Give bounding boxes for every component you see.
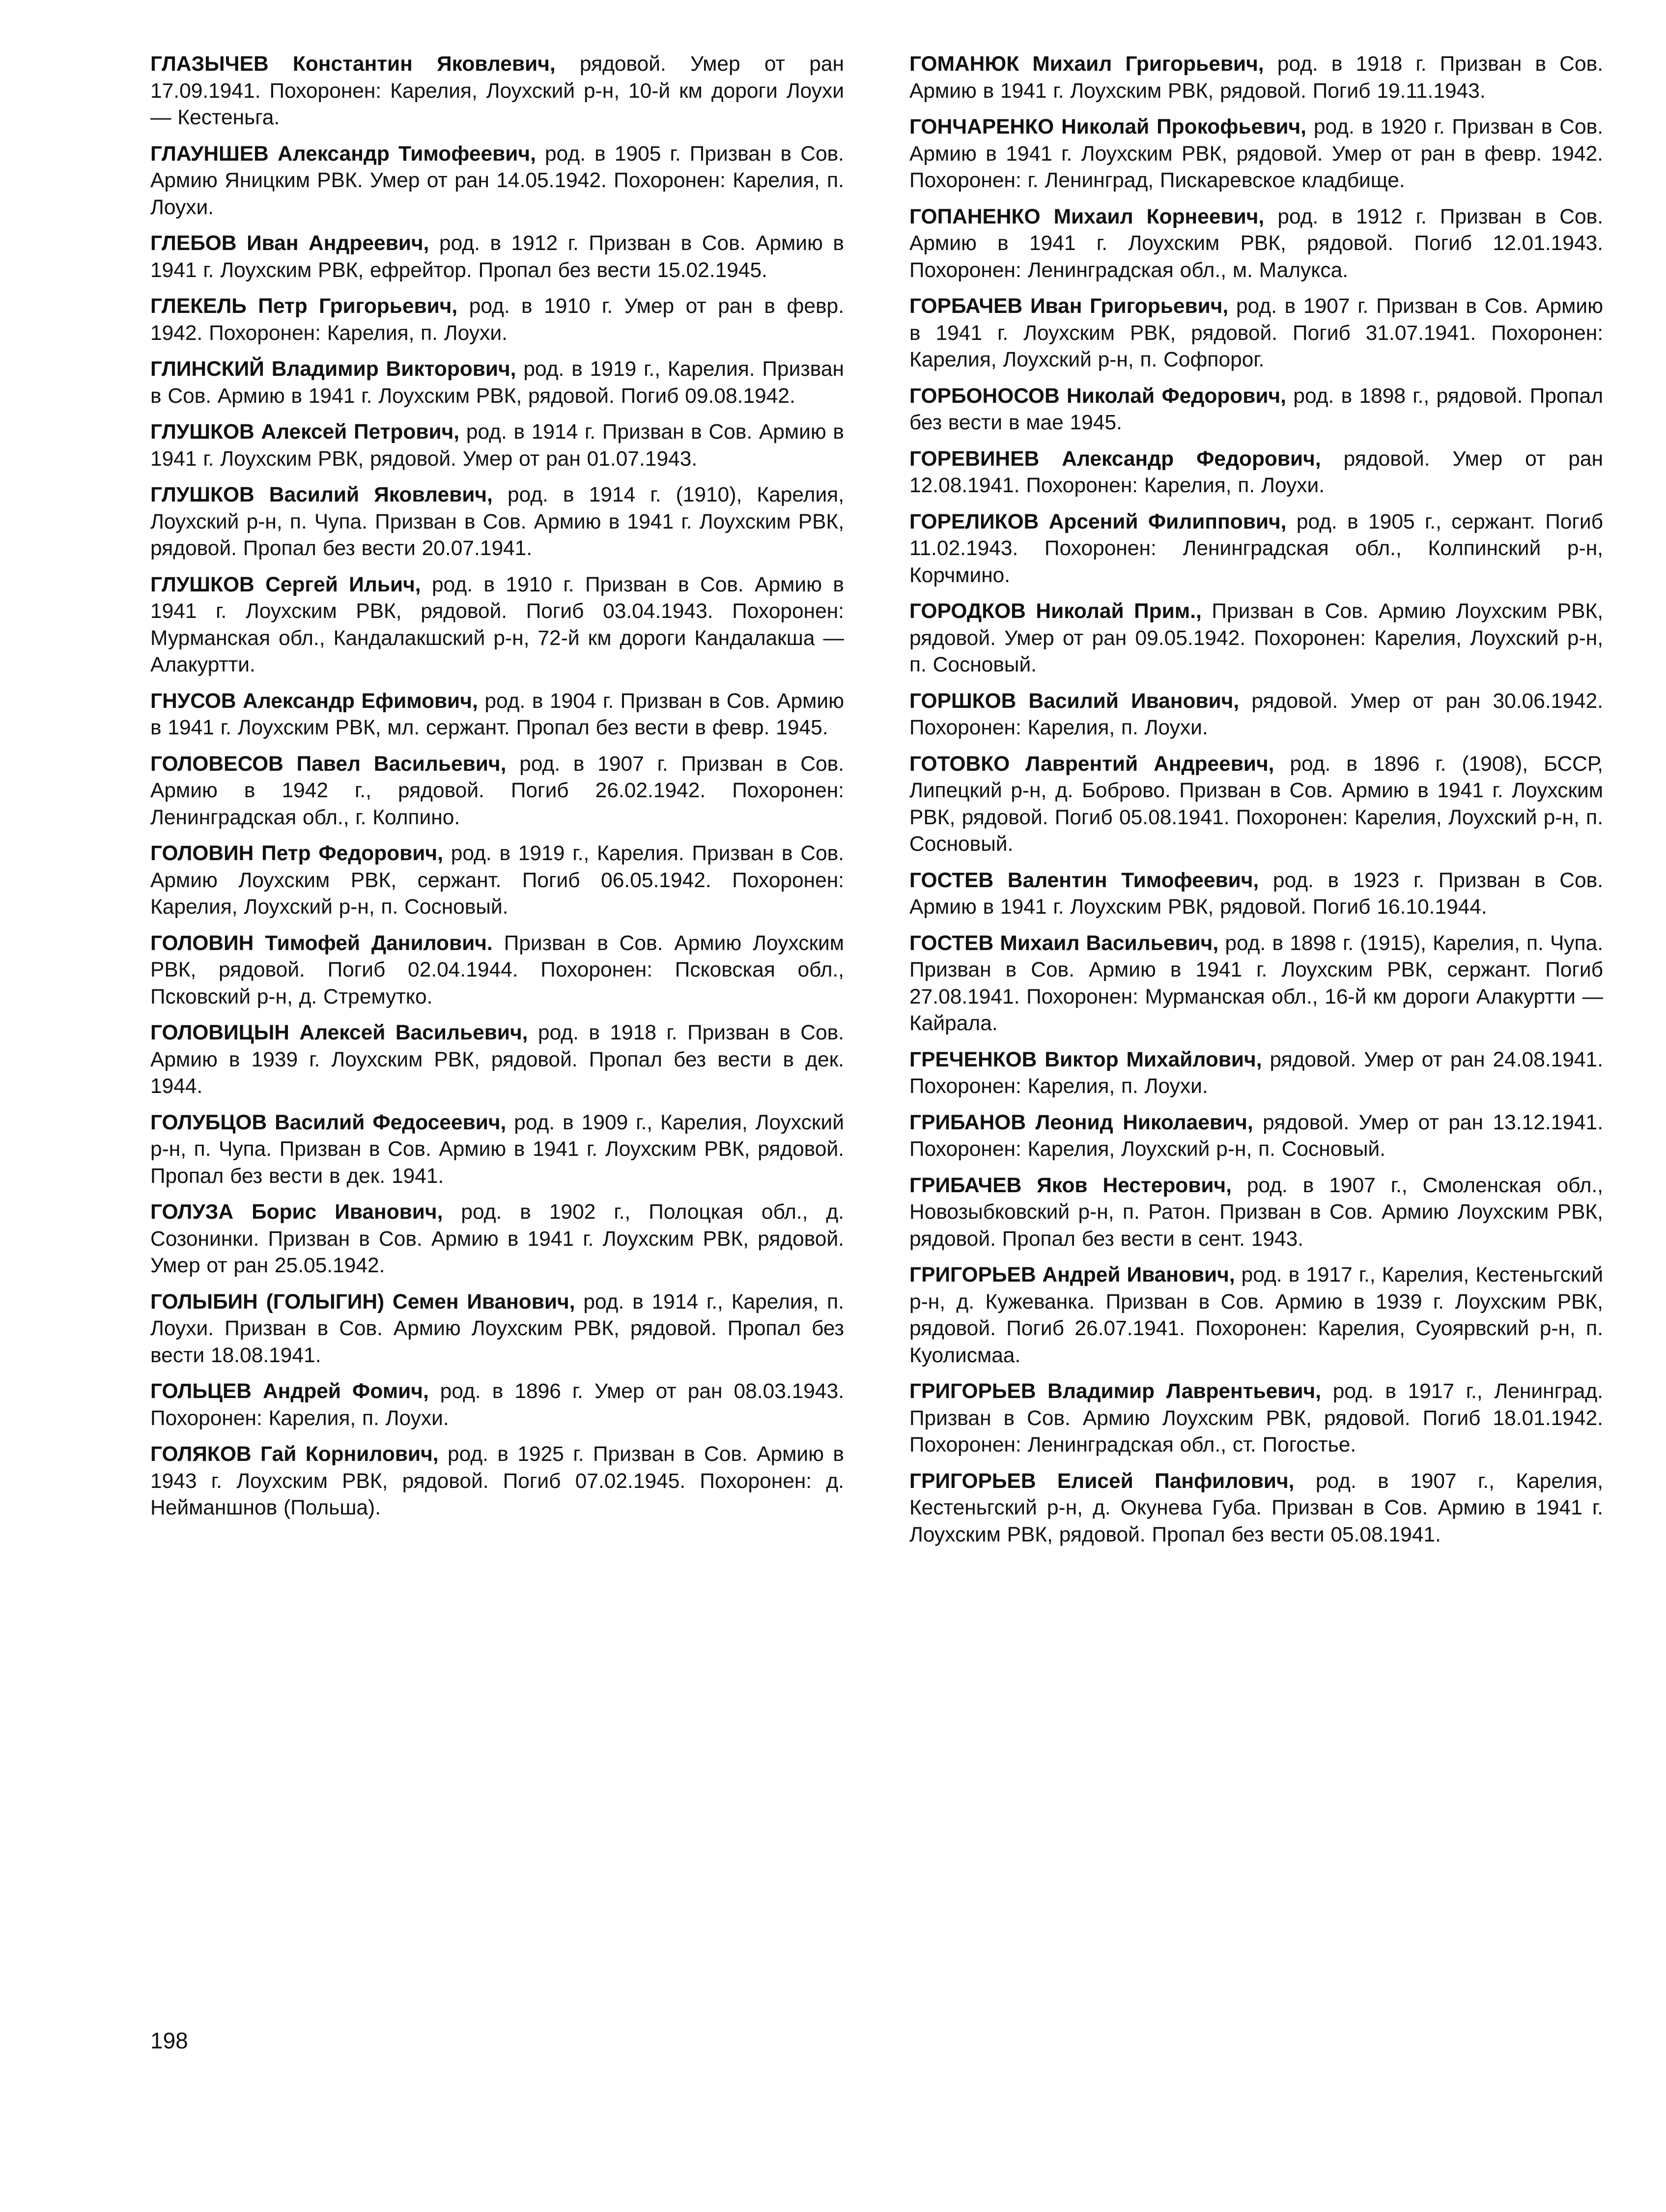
memorial-entry — [150, 751, 844, 832]
memorial-entry — [909, 509, 1603, 589]
memorial-entry — [150, 1441, 844, 1522]
entry-text: рядовой. Умер от ран 24.08.1941. Похоронен: Карелия, п. Лоухи. — [909, 1048, 1603, 1098]
entry-name: ГЛЕКЕЛЬ Петр Григорьевич, — [150, 295, 458, 318]
entry-name: ГОСТЕВ Михаил Васильевич, — [909, 931, 1219, 955]
memorial-entry — [150, 482, 844, 562]
entry-name: ГОЛОВИЦЫН Алексей Васильевич, — [150, 1021, 528, 1044]
entry-text: род. в 1917 г., Карелия, Кестеньгский р-н, д. Кужеванка. Призван в Сов. Армию в 1939 г. Лоухским РВК, рядовой. Погиб 26.07.1941. Похоронен: Карелия, Суоярвский р-н, п. Куолисмаа. — [909, 1263, 1603, 1367]
entry-name: ГЛУШКОВ Сергей Ильич, — [150, 573, 421, 596]
entry-text: род. в 1898 г., рядовой. Пропал без вести в мае 1945. — [909, 384, 1604, 434]
entry-text: род. в 1910 г. Умер от ран в февр. 1942. Похоронен: Карелия, п. Лоухи. — [150, 295, 845, 345]
memorial-entry — [150, 572, 844, 679]
memorial-entry — [909, 446, 1603, 500]
entry-name: ГОЛУБЦОВ Василий Федосеевич, — [150, 1111, 507, 1134]
entry-name: ГОРЕЛИКОВ Арсений Филиппович, — [909, 510, 1287, 533]
entry-text: Призван в Сов. Армию Лоухским РВК, рядовой. Погиб 02.04.1944. Похоронен: Псковская обл., Псковский р-н, д. Стремутко. — [150, 931, 844, 1008]
entry-name: ГОЛОВИН Петр Федорович, — [150, 842, 443, 865]
memorial-entry — [909, 1468, 1603, 1549]
entry-name: ГОЛОВИН Тимофей Данилович. — [150, 931, 493, 955]
entry-text: род. в 1907 г. Призван в Сов. Армию в 1941 г. Лоухским РВК, рядовой. Погиб 31.07.1941. Похоронен: Карелия, Лоухский р-н, п. Софпорог. — [909, 295, 1603, 371]
entry-name: ГЛЕБОВ Иван Андреевич, — [150, 232, 429, 255]
entry-name: ГЛУШКОВ Василий Яковлевич, — [150, 483, 493, 506]
entry-text: рядовой. Умер от ран 30.06.1942. Похоронен: Карелия, п. Лоухи. — [909, 689, 1603, 739]
entry-name: ГЛАЗЫЧЕВ Константин Яковлевич, — [150, 53, 556, 76]
entry-name: ГЛИНСКИЙ Владимир Викторович, — [150, 358, 516, 381]
entry-name: ГРИБАНОВ Леонид Николаевич, — [909, 1111, 1253, 1134]
entry-name: ГРИГОРЬЕВ Владимир Лаврентьевич, — [909, 1380, 1322, 1403]
entry-text: род. в 1907 г. Призван в Сов. Армию в 1942 г., рядовой. Погиб 26.02.1942. Похоронен: Ленинградская обл., г. Колпино. — [150, 752, 845, 829]
entry-text: род. в 1910 г. Призван в Сов. Армию в 1941 г. Лоухским РВК, рядовой. Погиб 03.04.1943. Похоронен: Мурманская обл., Кандалакшский р-н, 72-й км дороги Кандалакша — Алакуртти. — [150, 573, 844, 676]
memorial-entry — [150, 356, 844, 410]
entry-text: род. в 1914 г. Призван в Сов. Армию в 1941 г. Лоухским РВК, рядовой. Умер от ран 01.07.1943. — [150, 420, 844, 471]
memorial-entry — [909, 1110, 1603, 1163]
memorial-entry — [909, 868, 1603, 921]
entry-name: ГРЕЧЕНКОВ Виктор Михайлович, — [909, 1048, 1262, 1071]
memorial-entry — [150, 688, 844, 742]
entry-text: род. в 1914 г., Карелия, п. Лоухи. Призван в Сов. Армию Лоухским РВК, рядовой. Пропал без вести 18.08.1941. — [150, 1290, 844, 1367]
memorial-entry — [150, 1378, 844, 1432]
entry-name: ГОТОВКО Лаврентий Андреевич, — [909, 752, 1274, 776]
left-column — [150, 51, 844, 1531]
entry-name: ГОЛЫБИН (ГОЛЫГИН) Семен Иванович, — [150, 1290, 575, 1314]
memorial-entry — [150, 1110, 844, 1190]
entry-text: род. в 1918 г. Призван в Сов. Армию в 1939 г. Лоухским РВК, рядовой. Пропал без вести в дек. 1944. — [150, 1021, 845, 1098]
memorial-entry — [150, 930, 844, 1011]
entry-name: ГОНЧАРЕНКО Николай Прокофьевич, — [909, 115, 1306, 139]
memorial-entry — [150, 293, 844, 347]
entry-name: ГОЛЯКОВ Гай Корнилович, — [150, 1443, 439, 1466]
entry-text: род. в 1912 г. Призван в Сов. Армию в 1941 г. Лоухским РВК, рядовой. Погиб 12.01.1943. Похоронен: Ленинградская обл., м. Малукса. — [909, 205, 1603, 282]
memorial-entry — [150, 419, 844, 473]
entry-name: ГОРЕВИНЕВ Александр Федорович, — [909, 447, 1321, 471]
memorial-entry — [150, 51, 844, 132]
entry-name: ГОРОДКОВ Николай Прим., — [909, 600, 1202, 623]
entry-name: ГОЛОВЕСОВ Павел Васильевич, — [150, 752, 507, 776]
entry-name: ГРИГОРЬЕВ Андрей Иванович, — [909, 1263, 1235, 1287]
memorial-entry — [909, 1262, 1603, 1369]
entry-text: род. в 1904 г. Призван в Сов. Армию в 1941 г. Лоухским РВК, мл. сержант. Пропал без вести в февр. 1945. — [150, 689, 845, 739]
memorial-entry — [909, 204, 1603, 284]
entry-text: рядовой. Умер от ран 17.09.1941. Похоронен: Карелия, Лоухский р-н, 10-й км дороги Лоухи — Кестеньга. — [150, 53, 844, 129]
memorial-entry — [909, 114, 1603, 195]
entry-text: род. в 1912 г. Призван в Сов. Армию в 1941 г. Лоухским РВК, ефрейтор. Пропал без вести 15.02.1945. — [150, 232, 845, 282]
entry-text: род. в 1907 г., Карелия, Кестеньгский р-н, д. Окунева Губа. Призван в Сов. Армию в 1941 г. Лоухским РВК, рядовой. Пропал без вести 05.08.1941. — [909, 1469, 1603, 1546]
entry-text: род. в 1905 г., сержант. Погиб 11.02.1943. Похоронен: Ленинградская обл., Колпинский р-н, Корчмино. — [909, 510, 1603, 587]
memorial-entry — [150, 1199, 844, 1280]
entry-name: ГОСТЕВ Валентин Тимофеевич, — [909, 868, 1259, 892]
entry-text: род. в 1896 г. Умер от ран 08.03.1943. Похоронен: Карелия, п. Лоухи. — [150, 1380, 845, 1430]
memorial-entry — [909, 930, 1603, 1037]
entry-text: род. в 1902 г., Полоцкая обл., д. Созонинки. Призван в Сов. Армию в 1941 г. Лоухским РВК, рядовой. Умер от ран 25.05.1942. — [150, 1201, 844, 1277]
entry-name: ГОРБОНОСОВ Николай Федорович, — [909, 384, 1286, 408]
memorial-entry — [150, 230, 844, 284]
entry-text: род. в 1920 г. Призван в Сов. Армию в 1941 г. Лоухским РВК, рядовой. Умер от ран в февр. 1942. Похоронен: г. Ленинград, Пискаревское кладбище. — [909, 115, 1604, 192]
memorial-entry — [909, 751, 1603, 858]
entry-text: Призван в Сов. Армию Лоухским РВК, рядовой. Умер от ран 09.05.1942. Похоронен: Карелия, Лоухский р-н, п. Сосновый. — [909, 600, 1604, 676]
entry-name: ГРИБАЧЕВ Яков Нестерович, — [909, 1174, 1232, 1197]
entry-text: род. в 1914 г. (1910), Карелия, Лоухский р-н, п. Чупа. Призван в Сов. Армию в 1941 г. Лоухским РВК, рядовой. Пропал без вести 20.07.1941. — [150, 483, 845, 560]
memorial-entry — [909, 51, 1603, 105]
memorial-entry — [909, 1378, 1603, 1459]
memorial-entry — [909, 1047, 1603, 1100]
entry-name: ГОЛУЗА Борис Иванович, — [150, 1201, 443, 1224]
entry-text: рядовой. Умер от ран 13.12.1941. Похоронен: Карелия, Лоухский р-н, п. Сосновый. — [909, 1111, 1604, 1161]
entry-text: род. в 1917 г., Ленинград. Призван в Сов. Армию Лоухским РВК, рядовой. Погиб 18.01.1942. Похоронен: Ленинградская обл., ст. Погостье. — [909, 1380, 1603, 1456]
entry-text: рядовой. Умер от ран 12.08.1941. Похоронен: Карелия, п. Лоухи. — [909, 447, 1603, 497]
entry-text: род. в 1923 г. Призван в Сов. Армию в 1941 г. Лоухским РВК, рядовой. Погиб 16.10.1944. — [909, 868, 1604, 919]
entry-text: род. в 1918 г. Призван в Сов. Армию в 1941 г. Лоухским РВК, рядовой. Погиб 19.11.1943. — [909, 53, 1604, 103]
entry-name: ГОПАНЕНКО Михаил Корнеевич, — [909, 205, 1265, 228]
entry-text: род. в 1907 г., Смоленская обл., Новозыбковский р-н, п. Ратон. Призван в Сов. Армию Лоухским РВК, рядовой. Пропал без вести в сент. 1943. — [909, 1174, 1603, 1251]
entry-name: ГЛАУНШЕВ Александр Тимофеевич, — [150, 142, 536, 166]
entry-name: ГОРШКОВ Василий Иванович, — [909, 689, 1240, 713]
entry-text: род. в 1905 г. Призван в Сов. Армию Яницким РВК. Умер от ран 14.05.1942. Похоронен: Карелия, п. Лоухи. — [150, 142, 844, 219]
entry-text: род. в 1919 г., Карелия. Призван в Сов. Армию Лоухским РВК, сержант. Погиб 06.05.1942. Похоронен: Карелия, Лоухский р-н, п. Сосновый. — [150, 842, 844, 919]
entry-name: ГЛУШКОВ Алексей Петрович, — [150, 420, 460, 444]
entry-text: род. в 1925 г. Призван в Сов. Армию в 1943 г. Лоухским РВК, рядовой. Погиб 07.02.1945. Похоронен: д. Нейманшнов (Польша). — [150, 1443, 844, 1519]
entry-text: род. в 1898 г. (1915), Карелия, п. Чупа. Призван в Сов. Армию в 1941 г. Лоухским РВК, сержант. Погиб 27.08.1941. Похоронен: Мурманская обл., 16-й км дороги Алакуртти — Кайрала. — [909, 931, 1603, 1035]
memorial-entry — [909, 1173, 1603, 1253]
entry-name: ГОЛЬЦЕВ Андрей Фомич, — [150, 1380, 429, 1403]
memorial-entry — [150, 1020, 844, 1100]
memorial-entry — [150, 141, 844, 222]
memorial-entry — [150, 840, 844, 921]
entry-name: ГОРБАЧЕВ Иван Григорьевич, — [909, 295, 1229, 318]
page-number: 198 — [150, 2028, 188, 2053]
memorial-entry — [909, 383, 1603, 437]
entry-name: ГНУСОВ Александр Ефимович, — [150, 689, 478, 713]
entry-name: ГОМАНЮК Михаил Григорьевич, — [909, 53, 1264, 76]
entry-name: ГРИГОРЬЕВ Елисей Панфилович, — [909, 1469, 1295, 1493]
memorial-entry — [909, 598, 1603, 679]
right-column — [909, 51, 1603, 1558]
memorial-entry — [909, 688, 1603, 742]
memorial-entry — [909, 293, 1603, 374]
entry-text: род. в 1909 г., Карелия, Лоухский р-н, п. Чупа. Призван в Сов. Армию в 1941 г. Лоухским РВК, рядовой. Пропал без вести в дек. 1941. — [150, 1111, 845, 1188]
entry-text: род. в 1896 г. (1908), БССР, Липецкий р-н, д. Боброво. Призван в Сов. Армию в 1941 г. Лоухским РВК, рядовой. Погиб 05.08.1941. Похоронен: Карелия, Лоухский р-н, п. Сосновый. — [909, 752, 1603, 856]
memorial-entry — [150, 1289, 844, 1370]
entry-text: род. в 1919 г., Карелия. Призван в Сов. Армию в 1941 г. Лоухским РВК, рядовой. Погиб 09.08.1942. — [150, 358, 845, 408]
